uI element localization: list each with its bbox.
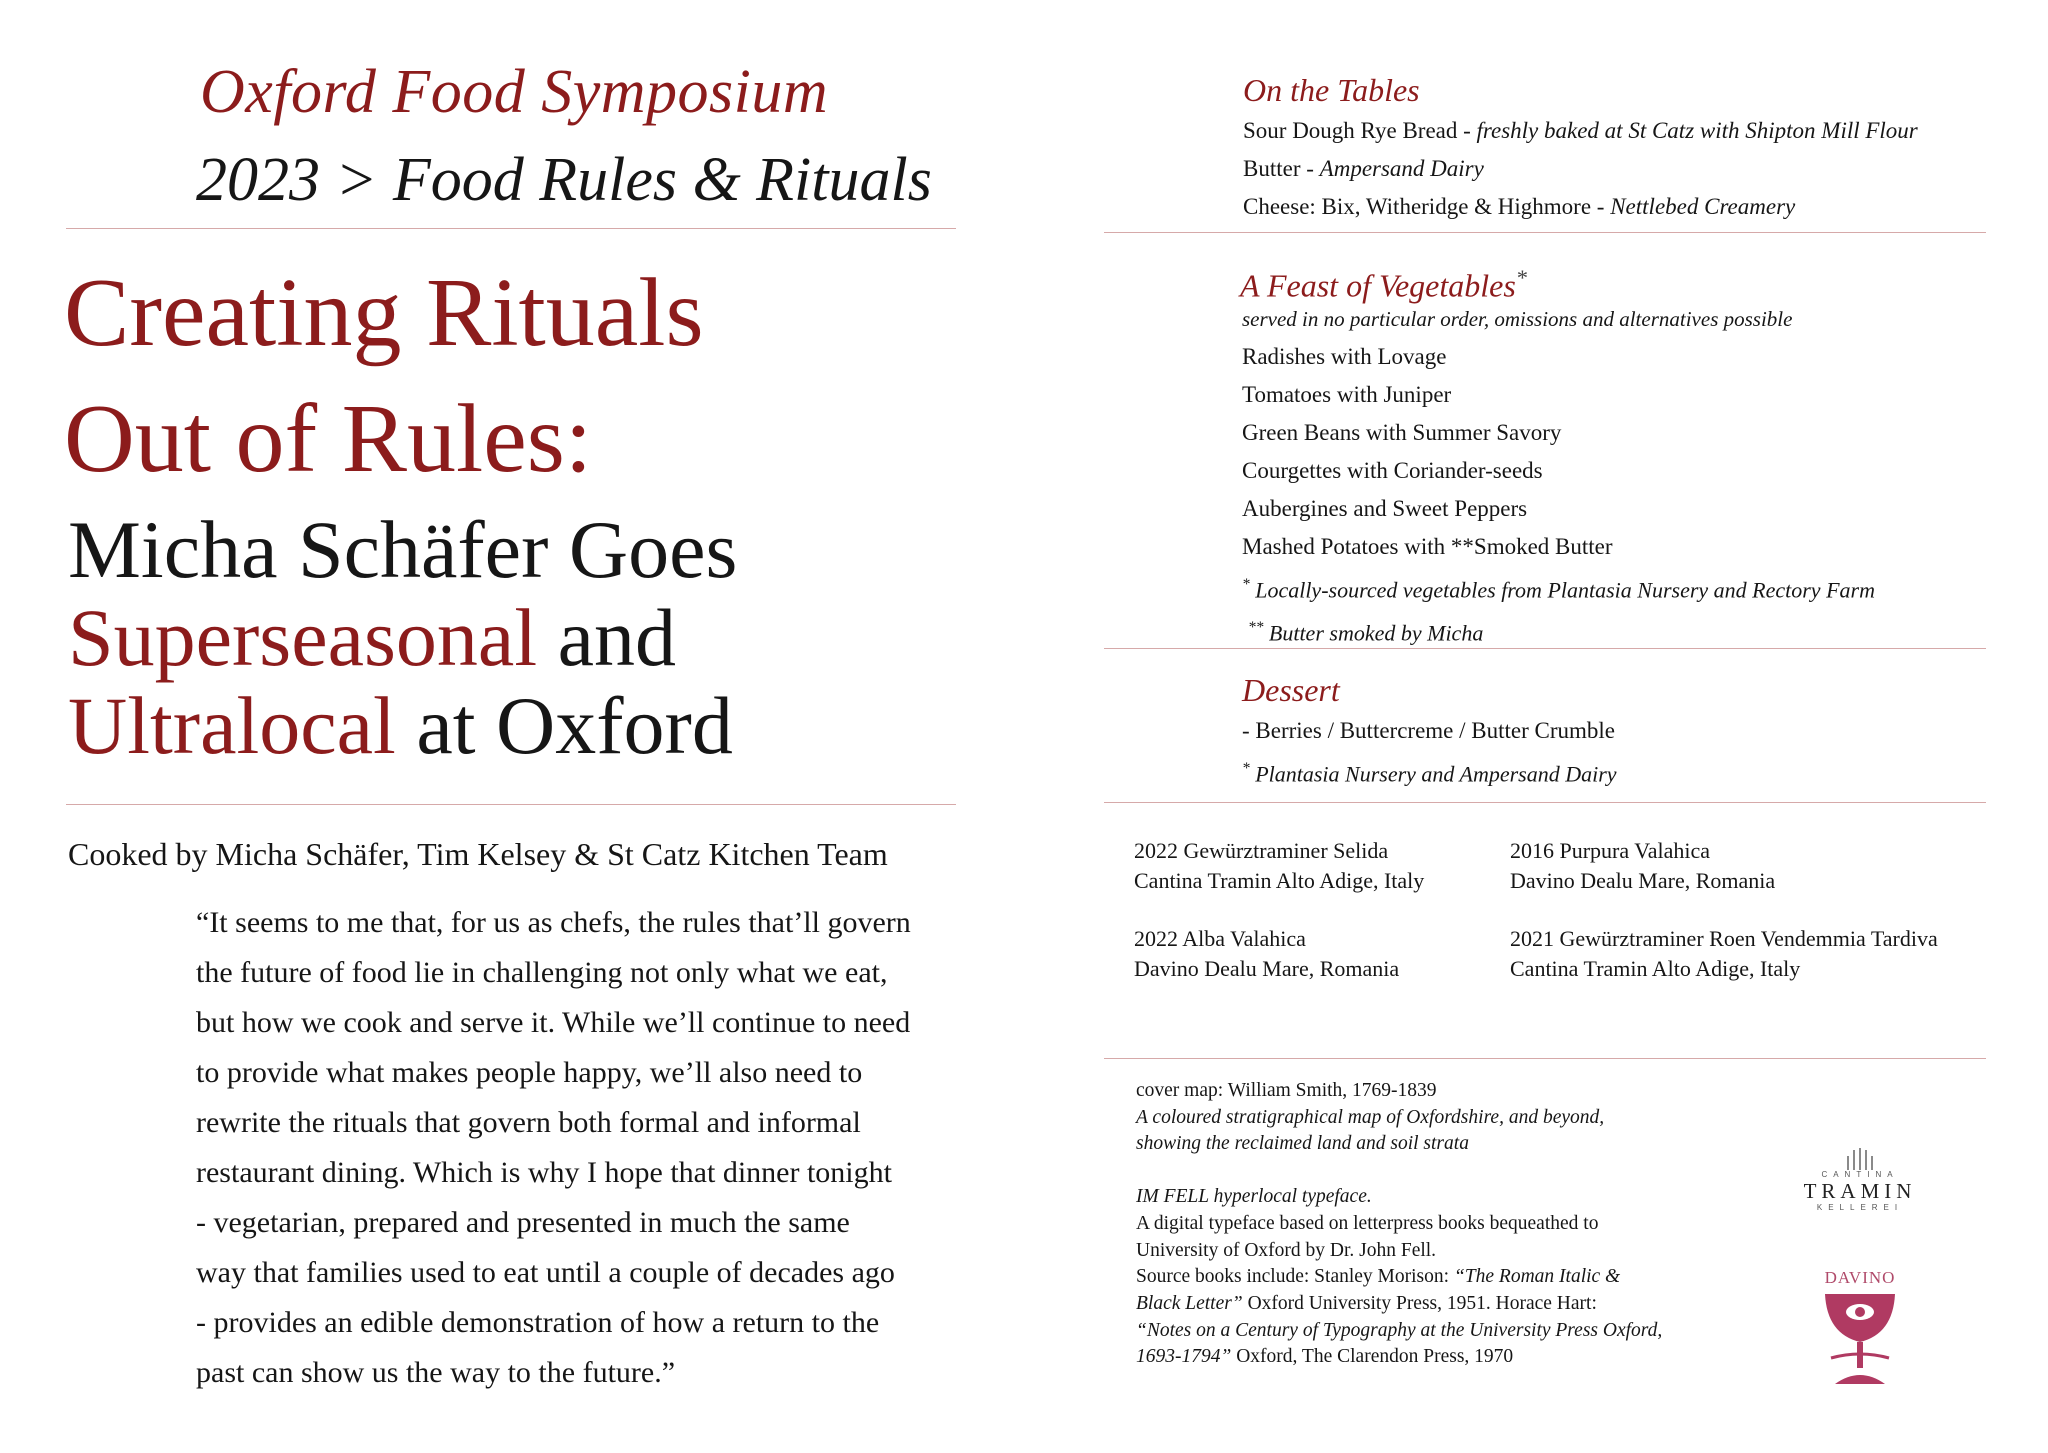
quote-line: but how we cook and serve it. While we’ll continue to need (196, 1006, 911, 1039)
credits (1136, 1078, 1776, 1371)
divider (1104, 802, 1986, 803)
typeface-title: IM FELL hyperlocal typeface. (1136, 1186, 1372, 1208)
wine-producer: Cantina Tramin Alto Adige, Italy (1134, 868, 1425, 893)
symposium-edition (196, 140, 932, 220)
divider (1104, 1058, 1986, 1059)
map-credit: cover map: William Smith, 1769-1839 (1136, 1080, 1437, 1101)
tramin-top: CANTINA (1821, 1170, 1899, 1179)
wine-name: 2016 Purpura Valahica (1510, 838, 1710, 863)
menu-item: - Berries / Buttercreme / Butter Crumble (1242, 718, 1615, 743)
section-title-dessert: Dessert (1242, 672, 1340, 708)
edition-year: 2023 (196, 146, 320, 214)
menu-item: Tomatoes with Juniper (1242, 382, 1452, 407)
menu-item: Sour Dough Rye Bread - freshly baked at St Catz with Shipton Mill Flour (1243, 118, 1918, 143)
section-title-vegetables: A Feast of Vegetables* (1240, 265, 1527, 304)
wine-name: 2022 Alba Valahica (1134, 926, 1306, 951)
headline (64, 250, 704, 502)
quote-line: past can show us the way to the future.” (196, 1356, 676, 1389)
headline-line-2: Out of Rules: (64, 385, 593, 493)
subhead-line-3 (68, 682, 737, 770)
wine-producer: Cantina Tramin Alto Adige, Italy (1510, 956, 1801, 981)
superseasonal-word: Superseasonal (68, 592, 538, 683)
chef-quote (196, 898, 956, 1398)
subheadline (68, 506, 737, 770)
section-title-tables: On the Tables (1243, 72, 1420, 108)
menu-item: Butter - Ampersand Dairy (1243, 156, 1484, 181)
quote-line: - provides an edible demonstration of how a return to the (196, 1306, 880, 1339)
source-books: “Notes on a Century of Typography at the University Press Oxford, (1136, 1319, 1663, 1341)
vegetables-footnote: * Locally-sourced vegetables from Plantasia Nursery and Rectory Farm (1242, 576, 1875, 603)
quote-line: way that families used to eat until a couple of decades ago (196, 1256, 895, 1289)
divider (1104, 232, 1986, 233)
tables-list (1243, 112, 1918, 226)
quote-line: - vegetarian, prepared and presented in much the same (196, 1206, 850, 1239)
divider (66, 804, 956, 805)
dessert-list (1242, 712, 1617, 793)
davino-name: DAVINO (1824, 1268, 1896, 1287)
menu-item: Aubergines and Sweet Peppers (1242, 496, 1528, 521)
wine-producer: Davino Dealu Mare, Romania (1134, 956, 1400, 981)
divider (1104, 648, 1986, 649)
tramin-bottom: KELLEREI (1816, 1203, 1904, 1212)
source-books: Black Letter” Oxford University Press, 1951. Horace Hart: (1136, 1292, 1597, 1314)
wine-producer: Davino Dealu Mare, Romania (1510, 868, 1776, 893)
vegetables-footnote: ** Butter smoked by Micha (1248, 619, 1484, 646)
cooked-by: Cooked by Micha Schäfer, Tim Kelsey & St Catz Kitchen Team (68, 836, 888, 872)
wine-entry (1510, 924, 1938, 984)
edition-theme: Food Rules & Rituals (392, 146, 932, 214)
davino-logo (1810, 1268, 1910, 1392)
wine-entry (1134, 836, 1424, 896)
wine-entry (1134, 924, 1399, 984)
vegetables-list (1242, 300, 1875, 653)
wine-name: 2021 Gewürztraminer Roen Vendemmia Tardiva (1510, 926, 1938, 951)
wine-entry (1510, 836, 1775, 896)
menu-item: Radishes with Lovage (1242, 344, 1447, 369)
quote-line: rewrite the rituals that govern both formal and informal (196, 1106, 861, 1139)
map-description: A coloured stratigraphical map of Oxfordshire, and beyond, (1136, 1106, 1605, 1128)
tramin-main: TRAMIN (1803, 1179, 1917, 1203)
source-books: 1693-1794” Oxford, The Clarendon Press, 1970 (1136, 1346, 1514, 1368)
menu-item: Green Beans with Summer Savory (1242, 420, 1562, 445)
typeface-description: University of Oxford by Dr. John Fell. (1136, 1239, 1437, 1261)
edition-separator: > (335, 146, 378, 214)
cantina-tramin-logo (1790, 1148, 1930, 1212)
ultralocal-word: Ultralocal (68, 680, 396, 771)
quote-line: the future of food lie in challenging not only what we eat, (196, 956, 888, 989)
dessert-footnote: * Plantasia Nursery and Ampersand Dairy (1242, 760, 1617, 787)
subhead-at-oxford: at Oxford (416, 680, 733, 771)
divider (66, 228, 956, 229)
subhead-and: and (557, 592, 677, 683)
tramin-bars-icon (1790, 1148, 1930, 1170)
headline-line-1: Creating Rituals (64, 259, 704, 367)
menu-item: Cheese: Bix, Witheridge & Highmore - Nettlebed Creamery (1243, 194, 1796, 219)
menu-item: Courgettes with Coriander-seeds (1242, 458, 1543, 483)
menu-item: Mashed Potatoes with **Smoked Butter (1242, 534, 1613, 559)
subhead-line-1: Micha Schäfer Goes (68, 504, 738, 595)
subhead-line-2 (68, 594, 737, 682)
quote-line: “It seems to me that, for us as chefs, the rules that’ll govern (196, 906, 911, 939)
wine-name: 2022 Gewürztraminer Selida (1134, 838, 1389, 863)
map-description: showing the reclaimed land and soil strata (1136, 1133, 1469, 1155)
quote-line: restaurant dining. Which is why I hope that dinner tonight (196, 1156, 892, 1189)
symposium-title: Oxford Food Symposium (200, 58, 829, 126)
typeface-description: A digital typeface based on letterpress books bequeathed to (1136, 1212, 1599, 1234)
chalice-icon (1815, 1288, 1905, 1388)
source-books: Source books include: Stanley Morison: “The Roman Italic & (1136, 1266, 1621, 1288)
vegetables-note: served in no particular order, omissions and alternatives possible (1242, 307, 1793, 331)
quote-line: to provide what makes people happy, we’ll also need to (196, 1056, 863, 1089)
